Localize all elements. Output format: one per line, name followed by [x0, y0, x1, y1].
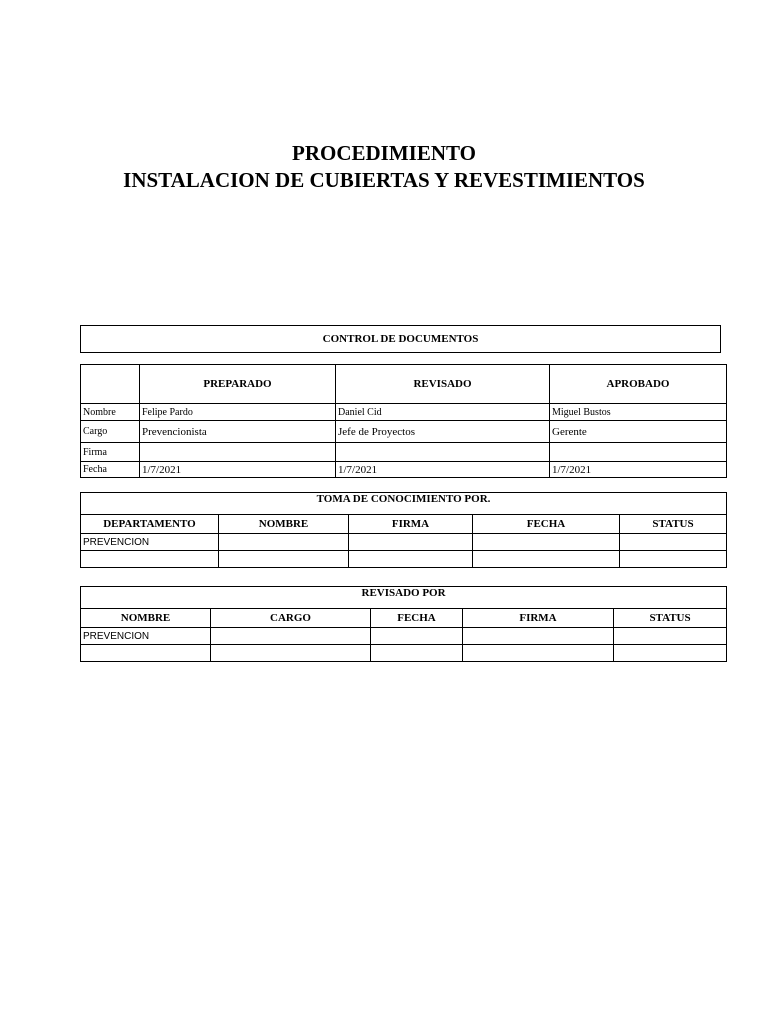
cell-status: [614, 645, 727, 662]
cell-nombre: PREVENCION: [81, 628, 211, 645]
title-line-2: INSTALACION DE CUBIERTAS Y REVESTIMIENTOS: [123, 168, 645, 192]
table-row: [81, 628, 727, 645]
table-row: [81, 645, 727, 662]
control-row-firma: [81, 443, 727, 462]
control-corner-cell: [81, 365, 140, 404]
column-preparado: PREPARADO: [140, 365, 336, 404]
cell-value: Gerente: [550, 421, 727, 443]
cell-value: Jefe de Proyectos: [336, 421, 550, 443]
cell-departamento: [81, 551, 219, 568]
cell-fecha: [371, 645, 463, 662]
revisado-columns-row: [81, 609, 727, 628]
control-row-fecha: [81, 462, 727, 478]
column-status: STATUS: [620, 515, 727, 534]
cell-status: [620, 551, 727, 568]
toma-header: TOMA DE CONOCIMIENTO POR.: [81, 493, 727, 515]
cell-nombre: [81, 645, 211, 662]
table-row: [81, 534, 727, 551]
column-fecha: FECHA: [473, 515, 620, 534]
cell-fecha: [473, 534, 620, 551]
cell-nombre: [219, 551, 349, 568]
cell-value: 1/7/2021: [140, 462, 336, 478]
row-label: Firma: [81, 443, 140, 462]
column-status: STATUS: [614, 609, 727, 628]
cell-value: Prevencionista: [140, 421, 336, 443]
cell-value: Daniel Cid: [336, 404, 550, 421]
cell-nombre: [219, 534, 349, 551]
row-label: Cargo: [81, 421, 140, 443]
column-departamento: DEPARTAMENTO: [81, 515, 219, 534]
cell-value: 1/7/2021: [550, 462, 727, 478]
document-title: [0, 140, 768, 194]
column-fecha: FECHA: [371, 609, 463, 628]
cell-firma: [463, 645, 614, 662]
row-label: Nombre: [81, 404, 140, 421]
cell-status: [614, 628, 727, 645]
column-cargo: CARGO: [211, 609, 371, 628]
control-table: [80, 364, 727, 478]
cell-status: [620, 534, 727, 551]
cell-fecha: [473, 551, 620, 568]
control-row-nombre: [81, 404, 727, 421]
control-row-cargo: [81, 421, 727, 443]
column-revisado: REVISADO: [336, 365, 550, 404]
cell-fecha: [371, 628, 463, 645]
toma-columns-row: [81, 515, 727, 534]
control-documentos-header: CONTROL DE DOCUMENTOS: [80, 325, 721, 353]
cell-departamento: PREVENCION: [81, 534, 219, 551]
control-header-row: [81, 365, 727, 404]
cell-firma: [349, 534, 473, 551]
cell-value: [336, 443, 550, 462]
table-row: [81, 551, 727, 568]
title-line-1: PROCEDIMIENTO: [292, 141, 476, 165]
column-nombre: NOMBRE: [219, 515, 349, 534]
cell-value: Miguel Bustos: [550, 404, 727, 421]
column-firma: FIRMA: [349, 515, 473, 534]
column-firma: FIRMA: [463, 609, 614, 628]
cell-firma: [349, 551, 473, 568]
column-aprobado: APROBADO: [550, 365, 727, 404]
cell-firma: [463, 628, 614, 645]
column-nombre: NOMBRE: [81, 609, 211, 628]
cell-cargo: [211, 628, 371, 645]
revisado-header: REVISADO POR: [81, 587, 727, 609]
revisado-por-table: [80, 586, 727, 662]
cell-value: [140, 443, 336, 462]
row-label: Fecha: [81, 462, 140, 478]
cell-value: 1/7/2021: [336, 462, 550, 478]
cell-value: [550, 443, 727, 462]
cell-value: Felipe Pardo: [140, 404, 336, 421]
cell-cargo: [211, 645, 371, 662]
toma-conocimiento-table: [80, 492, 727, 568]
